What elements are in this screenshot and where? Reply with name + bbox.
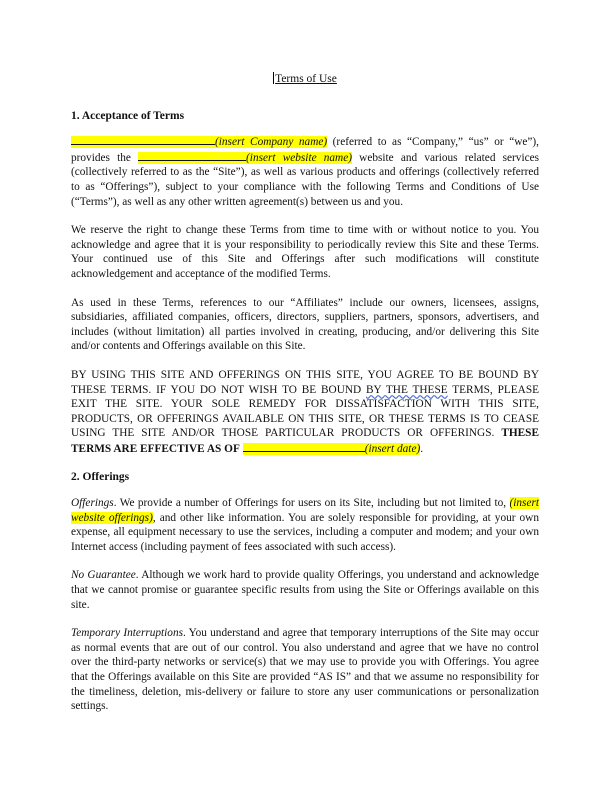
paragraph-agreement: BY USING THIS SITE AND OFFERINGS ON THIS SITE, YOU AGREE TO BE BOUND BY THESE TERMS. IF YOU DO NOT WISH TO BE BOUND BY THE THESE TERMS, PLEASE EXIT THE SITE. YOUR SOLE REMEDY FOR DISSATISFACTION WITH THIS SITE, PRODUCTS, OR OFFERINGS AVAILABLE ON THIS SITE, OR THESE TERMS IS TO CEASE USING THE SITE AND/OR THOSE PARTICULAR PRODUCTS OR OFFERINGS. THESE TERMS ARE EFFECTIVE AS OF (insert date). (71, 368, 539, 455)
grammar-flagged-text[interactable]: BY THE THESE (366, 383, 448, 396)
text-cursor (273, 72, 274, 84)
company-name-placeholder[interactable]: (insert Company name) (71, 136, 327, 148)
paragraph-no-guarantee: No Guarantee. Although we work hard to provide quality Offerings, you understand and acknowledge that we cannot promise or guarantee specific results from using the Site or Offerings available on this site. (71, 569, 540, 611)
document-page (71, 66, 539, 728)
paragraph-company-intro: (insert Company name) (referred to as “Company,” “us” or “we”), provides the (insert website name) website and various related services (collectively referred to as the “Site”), as well as various products and offerings (collectively referred to as “Offerings”), subject to your compliance with the following Terms and Conditions of Use (“Terms”), as well as any other written agreement(s) between us and you. (71, 136, 540, 208)
section-heading-acceptance: 1. Acceptance of Terms (71, 109, 185, 122)
blank-line (138, 150, 246, 161)
website-offerings-placeholder[interactable]: (insert website offerings) (71, 497, 539, 524)
blank-line (243, 441, 365, 452)
effective-date-placeholder[interactable]: (insert date) (243, 443, 421, 455)
paragraph-affiliates: As used in these Terms, references to our “Affiliates” include our owners, licensees, assigns, subsidiaries, affiliated companies, officers, directors, suppliers, partners, sponsors, advertisers, and includes (without limitation) all parties involved in creating, producing, and/or delivering this Site and/or contents and Offerings available on this Site. (71, 296, 539, 353)
document-title: Terms of Use (275, 73, 337, 85)
paragraph-changes: We reserve the right to change these Terms from time to time with or without notice to you. You acknowledge and agree that it is your responsibility to periodically review this Site and these Terms. Your continued use of this Site and Offerings after such modifications will constitute acknowledgement and acceptance of the modified Terms. (71, 224, 539, 280)
paragraph-interruptions: Temporary Interruptions. You understand and agree that temporary interruptions of the Site may occur as normal events that are out of our control. You also understand and agree that we have no control over the third-party networks or service(s) that we may use to provide you with Offerings. You agree that the Offerings available on this Site are provided “AS IS” and that we assume no responsibility for the timeliness, deletion, mis-delivery or failure to store any user communications or personalization settings. (71, 627, 539, 713)
paragraph-offerings: Offerings. We provide a number of Offerings for users on its Site, including but not limited to, (insert website offerings), and other like information. You are solely responsible for providing, at your own expense, all equipment necessary to use the services, including a computer and modem; and your own Internet access (including payment of fees associated with such access). (71, 497, 539, 553)
blank-line (71, 134, 215, 145)
website-name-placeholder[interactable]: (insert website name) (138, 152, 352, 164)
section-heading-offerings: 2. Offerings (71, 471, 130, 484)
